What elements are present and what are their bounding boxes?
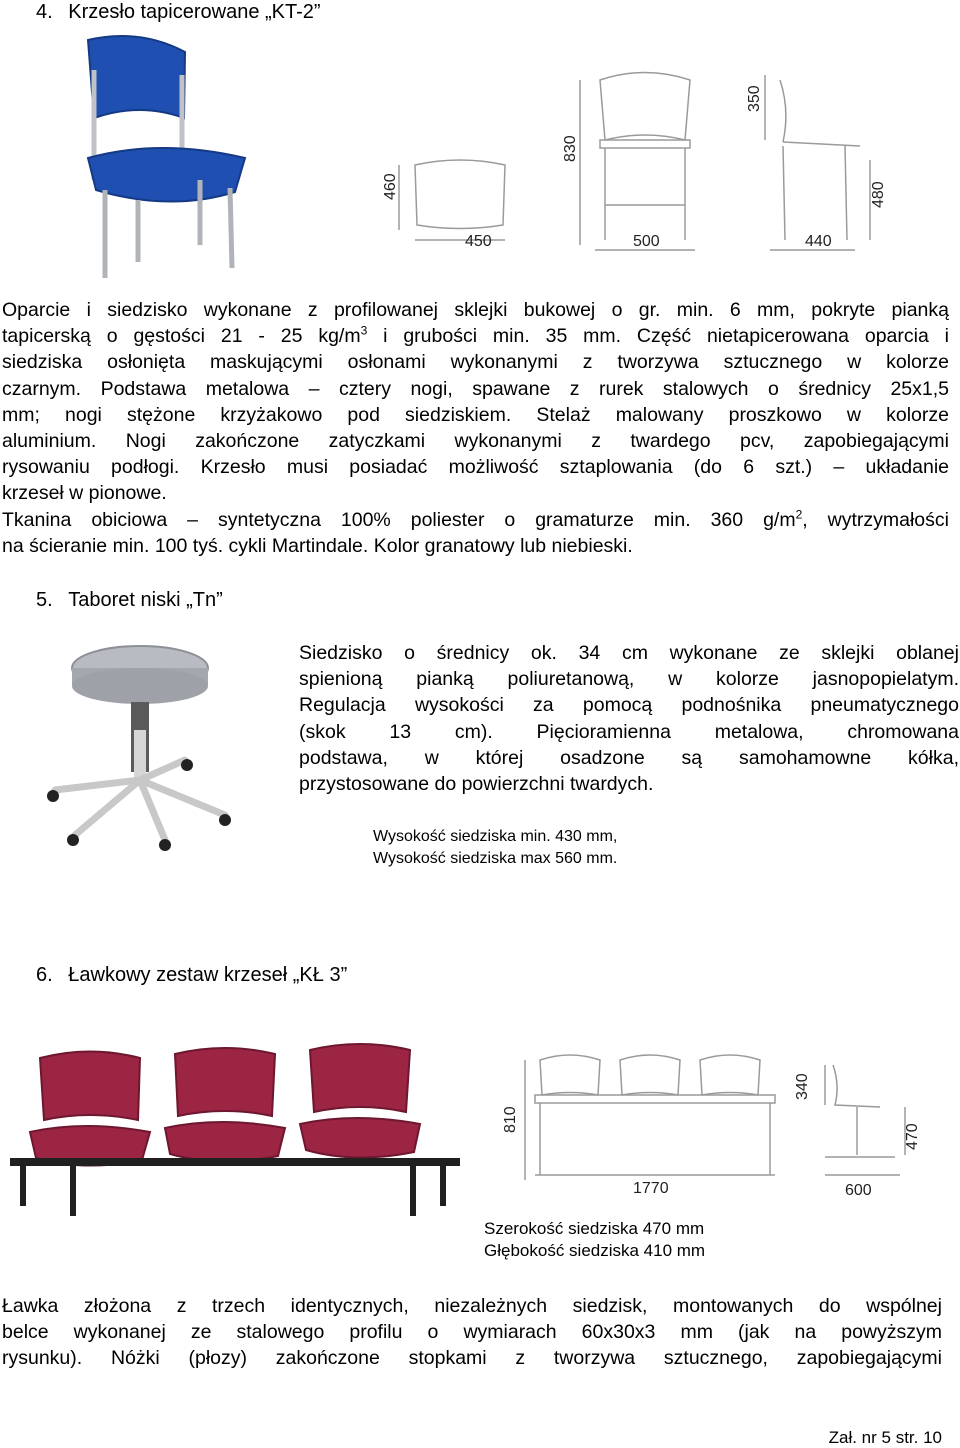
chair-kt2-photo	[60, 30, 260, 280]
dim-width: 1770	[633, 1180, 669, 1197]
dim-depth: 440	[805, 233, 832, 250]
section-number: 4.	[36, 1, 53, 23]
dim-seat-w: 450	[465, 233, 492, 250]
stool-spec-min: Wysokość siedziska min. 430 mm,	[373, 828, 618, 845]
section-number: 5.	[36, 589, 53, 611]
page-footer: Zał. nr 5 str. 10	[828, 1428, 942, 1447]
section-4-description: Oparcie i siedzisko wykonane z profilowanej sklejki bukowej o gr. min. 6 mm, pokryte pianką tapicerską o gęstości 21 - 25 $kg/m^3$ i grubości min. 35 mm. Część nietapicerowana oparcia i siedziska osłonięta maskującymi osłonami wykonanymi z tworzywa sztucznego w kolorze czarnym. Podstawa metalowa – cztery nogi, spawane z rurek stalowych o średnicy 25x1,5 mm; nogi stężone krzyżakowo pod siedziskiem. Stelaż malowany proszkowo w kolorze aluminium. Nogi zakończone zatyczkami wykonanymi z twardego pcv, zapobiegającymi rysowaniu podłogi. Krzesło musi posiadać możliwość sztaplowania (do 6 szt.) – układanie krzeseł w pionowe. Tkanina obiciowa – syntetyczna 100% poliester o gramaturze min. 360 $g/m^2$, wytrzymałości na ścieranie min. 100 tyś. cykli Martindale. Kolor granatowy lub niebieski.	[2, 299, 949, 557]
dim-seat-height: 480	[870, 181, 887, 208]
stool-tn-photo	[35, 640, 235, 850]
section-number: 6.	[36, 964, 53, 986]
section-6-heading	[36, 963, 347, 987]
chair-kt2-drawing	[382, 60, 905, 260]
dim-height: 830	[562, 135, 579, 162]
section-title: Taboret niski „Tn”	[68, 589, 223, 611]
dim-depth: 600	[845, 1182, 872, 1199]
dim-seat-h: 460	[382, 173, 399, 200]
dim-back-h: 340	[794, 1073, 811, 1100]
dim-width: 500	[633, 233, 660, 250]
section-5-heading	[36, 588, 223, 612]
dim-back-h: 350	[746, 85, 763, 112]
section-title: Krzesło tapicerowane „KT-2”	[68, 1, 321, 23]
section-5-description: Siedzisko o średnicy ok. 34 cm wykonane ze sklejki oblanej spienioną pianką poliuretanową, w kolorze jasnopopielatym. Regulacja wysokości za pomocą podnośnika pneumatycznego (skok 13 cm). Pięcioramienna metalowa, chromowana podstawa, w której osadzone są samohamowne kółka, przystosowane do powierzchni twardych.	[299, 642, 959, 796]
bench-kl3-drawing	[495, 1045, 945, 1205]
bench-kl3-photo	[10, 1040, 460, 1220]
section-title: Ławkowy zestaw krzeseł „KŁ 3”	[68, 964, 348, 986]
bench-spec-width: Szerokość siedziska 470 mm	[484, 1219, 705, 1238]
section-6-description: Ławka złożona z trzech identycznych, niezależnych siedzisk, montowanych do wspólnej belce wykonanej ze stalowego profilu o wymiarach 60x30x3 mm (jak na powyższym rysunku). Nóżki (płozy) zakończone stopkami z tworzywa sztucznego, zapobiegającymi	[2, 1295, 942, 1370]
dim-height: 810	[502, 1106, 519, 1133]
stool-spec-max: Wysokość siedziska max 560 mm.	[373, 850, 618, 867]
bench-spec-depth: Głębokość siedziska 410 mm	[484, 1241, 706, 1260]
dim-seat-height: 470	[904, 1123, 921, 1150]
section-4-heading	[36, 0, 321, 24]
